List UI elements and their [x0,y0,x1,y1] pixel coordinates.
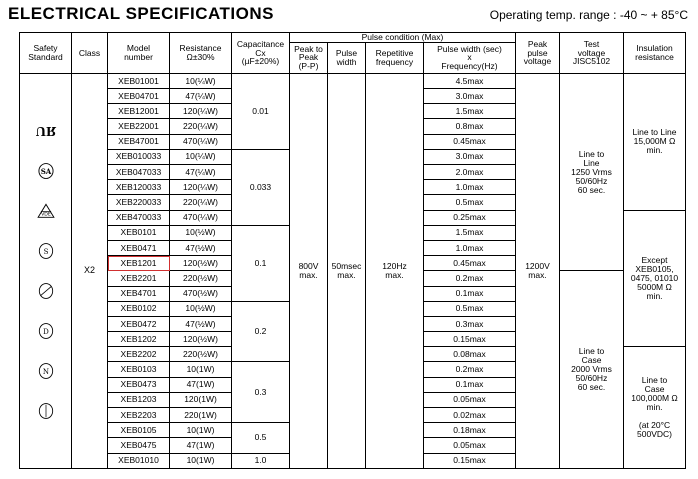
resistance-cell: 47(¼W) [170,89,232,104]
ul-mark [35,111,57,151]
resistance-cell: 10(1W) [170,453,232,468]
resistance-cell: 10(½W) [170,301,232,316]
svg-text:D: D [42,327,49,337]
col-pulse-width-x-frequency: Pulse width (sec) x Frequency(Hz) [424,42,516,73]
pulse-width-x-frequency-cell: 0.2max [424,271,516,286]
col-peak-to-peak: Peak to Peak (P-P) [290,42,328,73]
model-number-cell: XEB220033 [108,195,170,210]
model-number-cell: XEB0473 [108,377,170,392]
pulse-width-x-frequency-cell: 4.5max [424,73,516,88]
safety-standard-marks [20,73,72,468]
page-header [0,4,698,28]
svg-text:N: N [42,367,49,377]
demko-mark [35,311,57,351]
pulse-width-x-frequency-cell: 0.45max [424,134,516,149]
resistance-cell: 10(½W) [170,225,232,240]
test-voltage-line-to-line: Line to Line 1250 Vrms 50/60Hz 60 sec. [560,73,624,270]
pulse-width-x-frequency-cell: 2.0max [424,165,516,180]
col-insulation-resistance: Insulation resistance [624,33,686,74]
pulse-width-value: 50msec max. [328,73,366,468]
insulation-line-to-case: Line to Case 100,000M Ω min. (at 20°C 500VDC) [624,347,686,469]
resistance-cell: 470(¼W) [170,210,232,225]
resistance-cell: 220(½W) [170,347,232,362]
sev-mark [35,391,57,431]
pulse-width-x-frequency-cell: 0.5max [424,195,516,210]
nemko-mark [35,271,57,311]
pulse-width-x-frequency-cell: 0.2max [424,362,516,377]
pulse-width-x-frequency-cell: 0.25max [424,210,516,225]
insulation-line-to-line: Line to Line 15,000M Ω min. [624,73,686,210]
resistance-cell: 120(¼W) [170,180,232,195]
capacitance-cell: 0.2 [232,301,290,362]
model-number-cell: XEB1201 [108,256,170,271]
resistance-cell: 47(1W) [170,377,232,392]
col-test-voltage: Test voltage JISC5102 [560,33,624,74]
resistance-cell: 470(¼W) [170,134,232,149]
col-pulse-condition: Pulse condition (Max) [290,33,516,43]
model-number-cell: XEB2202 [108,347,170,362]
peak-pulse-voltage-value: 1200V max. [516,73,560,468]
capacitance-cell: 0.5 [232,423,290,453]
table-row [20,73,686,88]
capacitance-cell: 0.01 [232,73,290,149]
resistance-cell: 120(¼W) [170,104,232,119]
resistance-cell: 120(½W) [170,256,232,271]
repetitive-frequency-value: 120Hz max. [366,73,424,468]
resistance-cell: 10(1W) [170,362,232,377]
col-resistance: Resistance Ω±30% [170,33,232,74]
resistance-cell: 47(¼W) [170,165,232,180]
model-number-cell: XEB2201 [108,271,170,286]
pulse-width-x-frequency-cell: 0.45max [424,256,516,271]
pulse-width-x-frequency-cell: 0.1max [424,286,516,301]
operating-temp-range: Operating temp. range : -40 ~ + 85°C [489,8,688,22]
pulse-width-x-frequency-cell: 3.0max [424,89,516,104]
resistance-cell: 10(1W) [170,423,232,438]
peak-to-peak-value: 800V max. [290,73,328,468]
fimko-mark [35,351,57,391]
test-voltage-line-to-case: Line to Case 2000 Vrms 50/60Hz 60 sec. [560,271,624,468]
vde-mark [35,191,57,231]
resistance-cell: 220(¼W) [170,195,232,210]
model-number-cell: XEB01010 [108,453,170,468]
pulse-width-x-frequency-cell: 0.3max [424,316,516,331]
resistance-cell: 120(1W) [170,392,232,407]
model-number-cell: XEB47001 [108,134,170,149]
resistance-cell: 47(½W) [170,316,232,331]
resistance-cell: 120(½W) [170,332,232,347]
model-number-cell: XEB0472 [108,316,170,331]
pulse-width-x-frequency-cell: 0.18max [424,423,516,438]
model-number-cell: XEB047033 [108,165,170,180]
pulse-width-x-frequency-cell: 1.0max [424,240,516,255]
capacitance-cell: 1.0 [232,453,290,468]
pulse-width-x-frequency-cell: 0.08max [424,347,516,362]
pulse-width-x-frequency-cell: 1.5max [424,225,516,240]
model-number-cell: XEB010033 [108,149,170,164]
model-number-cell: XEB0475 [108,438,170,453]
svg-text:VDE: VDE [40,212,51,218]
svg-text:SA: SA [40,167,51,177]
page-title: ELECTRICAL SPECIFICATIONS [8,4,274,23]
model-number-cell: XEB01001 [108,73,170,88]
resistance-cell: 10(¼W) [170,149,232,164]
model-number-cell: XEB22001 [108,119,170,134]
model-number-cell: XEB0105 [108,423,170,438]
pulse-width-x-frequency-cell: 0.05max [424,392,516,407]
resistance-cell: 10(¼W) [170,73,232,88]
svg-text:ЯU: ЯU [35,123,56,138]
model-number-cell: XEB0471 [108,240,170,255]
pulse-width-x-frequency-cell: 0.1max [424,377,516,392]
table-body [20,33,686,469]
svg-text:S: S [43,247,48,257]
pulse-width-x-frequency-cell: 0.02max [424,408,516,423]
capacitance-cell: 0.3 [232,362,290,423]
model-number-cell: XEB1202 [108,332,170,347]
model-number-cell: XEB2203 [108,408,170,423]
col-safety-standard: Safety Standard [20,33,72,74]
table-header-row-1 [20,33,686,43]
col-repetitive-frequency: Repetitive frequency [366,42,424,73]
csa-mark [35,151,57,191]
semko-mark [35,231,57,271]
model-number-cell: XEB0102 [108,301,170,316]
resistance-cell: 220(½W) [170,271,232,286]
col-model-number: Model number [108,33,170,74]
resistance-cell: 220(¼W) [170,119,232,134]
col-pulse-width: Pulse width [328,42,366,73]
electrical-specifications-table [19,32,686,469]
model-number-cell: XEB1203 [108,392,170,407]
pulse-width-x-frequency-cell: 0.8max [424,119,516,134]
resistance-cell: 470(½W) [170,286,232,301]
capacitance-cell: 0.033 [232,149,290,225]
capacitance-cell: 0.1 [232,225,290,301]
pulse-width-x-frequency-cell: 3.0max [424,149,516,164]
resistance-cell: 47(1W) [170,438,232,453]
model-number-cell: XEB0103 [108,362,170,377]
model-number-cell: XEB04701 [108,89,170,104]
pulse-width-x-frequency-cell: 0.05max [424,438,516,453]
model-number-cell: XEB4701 [108,286,170,301]
insulation-except: Except XEB0105, 0475, 01010 5000M Ω min. [624,210,686,347]
pulse-width-x-frequency-cell: 0.15max [424,332,516,347]
model-number-cell: XEB12001 [108,104,170,119]
model-number-cell: XEB120033 [108,180,170,195]
col-class: Class [72,33,108,74]
model-number-cell: XEB0101 [108,225,170,240]
model-number-cell: XEB470033 [108,210,170,225]
pulse-width-x-frequency-cell: 1.0max [424,180,516,195]
pulse-width-x-frequency-cell: 0.15max [424,453,516,468]
resistance-cell: 47(½W) [170,240,232,255]
pulse-width-x-frequency-cell: 0.5max [424,301,516,316]
resistance-cell: 220(1W) [170,408,232,423]
pulse-width-x-frequency-cell: 1.5max [424,104,516,119]
class-value: X2 [72,73,108,468]
col-capacitance: Capacitance Cx (µF±20%) [232,33,290,74]
col-peak-pulse-voltage: Peak pulse voltage [516,33,560,74]
